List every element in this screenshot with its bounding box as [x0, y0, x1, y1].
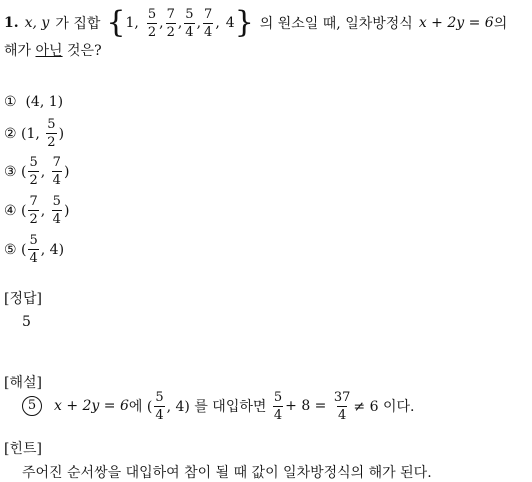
hint-text: 주어진 순서쌍을 대입하여 참이 될 때 값이 일차방정식의 해가 된다.: [22, 465, 432, 481]
choice-1: [4, 94, 63, 110]
set-frac-4: $\frac{7}{4}$: [204, 6, 213, 40]
question-number: 1.: [4, 15, 19, 31]
set-item-last: 4: [225, 15, 235, 31]
question-equation: x + 2y = 6: [418, 15, 494, 31]
set-item-1: 1,: [125, 15, 139, 31]
set-open-brace: {: [106, 5, 126, 40]
question-line-2: 해가 아닌 것은?: [4, 43, 102, 59]
set-frac-3: $\frac{5}{4}$: [185, 6, 194, 40]
explanation-line: 5 x + 2y = 6 에 ( $\frac{5}{4}$ , 4) 를 대입하면 $\frac{5}{4}$ + 8 = $\frac{37}{4}$ ≠ 6 이다.: [22, 388, 414, 424]
question-text-b: 의 원소일 때, 일차방정식: [259, 16, 413, 32]
question-text-c: 의: [493, 16, 508, 32]
emphasis-not: 아닌: [35, 43, 63, 59]
hint-label: [힌트]: [4, 441, 42, 457]
explanation-label: [해설]: [4, 375, 42, 391]
question-text-a: 가 집합: [55, 16, 101, 32]
question-vars: x, y: [24, 15, 50, 31]
answer-value: 5: [22, 314, 31, 330]
set-frac-2: $\frac{7}{2}$: [166, 6, 175, 40]
choice-4: ④ ( $\frac{7}{2}$ , $\frac{5}{4}$ ): [4, 194, 70, 227]
choice-text: (4, 1): [25, 94, 64, 110]
answer-label: [정답]: [4, 291, 42, 307]
set-close-brace: }: [234, 5, 254, 40]
choice-mark: ①: [4, 94, 17, 110]
question-line-1: 1. x, y 가 집합 { 1, $\frac{5}{2}$ , $\frac{7}{2}$ , $\frac{5}{4}$ , $\frac{7}{4}$ , 4 } 의 원소일 때, 일차방정식 x + 2y = 6 의: [4, 5, 508, 40]
explanation-mark: 5: [22, 396, 42, 416]
choice-3: ③ ( $\frac{5}{2}$ , $\frac{7}{4}$ ): [4, 155, 70, 188]
explanation-eq: x + 2y = 6: [54, 398, 129, 414]
choice-2: ② (1, $\frac{5}{2}$ ): [4, 117, 65, 150]
set-frac-1: $\frac{5}{2}$: [147, 6, 157, 40]
choice-5: ⑤ ( $\frac{5}{4}$ , 4): [4, 233, 65, 266]
